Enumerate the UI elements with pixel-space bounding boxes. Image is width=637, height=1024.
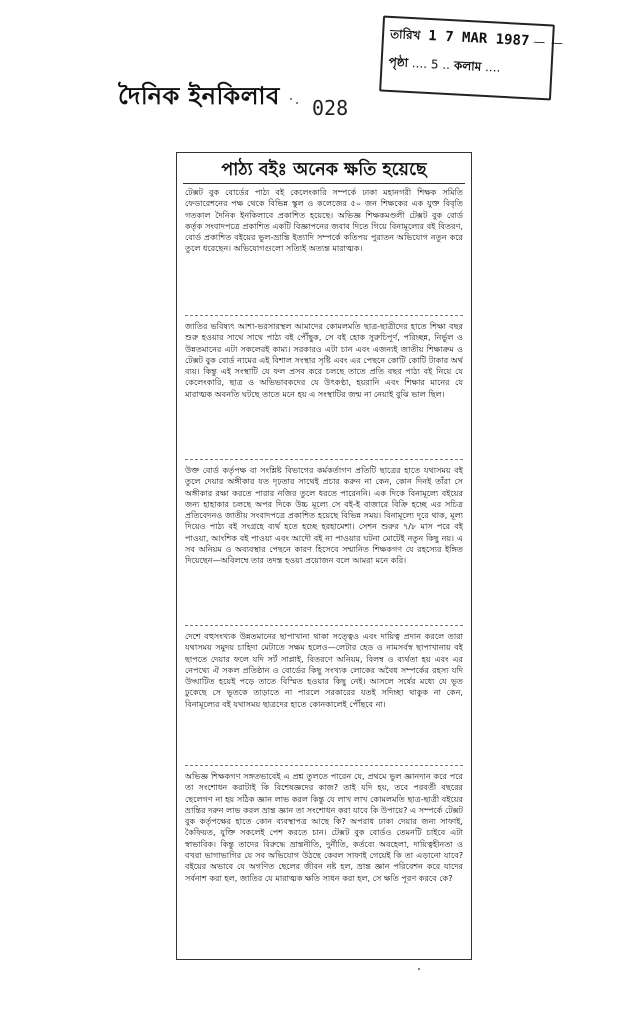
masthead: দৈনিক ইনকিলাব xyxy=(118,81,280,110)
headline-rule xyxy=(183,183,465,184)
stamp-page-row xyxy=(388,54,501,80)
page-number: 028 xyxy=(312,96,349,120)
article-paragraph: জাতির ভবিষ্যৎ আশা-ভরসারস্থল আমাদের কোমলমতি ছাত্র-ছাত্রীদের হাতে শিক্ষা বছর শুরু হওয়ার সাথে সাথে পাঠ্য বই পৌঁছুক, সে বই হোক সুরুচিপূর্ণ, পরিচ্ছন্ন, নির্ভুল ও উন্নতমানের এটা সকলেরই কাম্য। সরকারও এটা চান এবং এজন্যই জাতীয় শিক্ষাক্রম ও টেক্সট বুক বোর্ড নামের এই বিশাল সংস্থার সৃষ্টি এবং এর পেছনে কোটি কোটি টাকার অর্থ ব্যয়। কিন্তু এই সংস্থাটি যে ফল প্রসব করে চলছে তাতে প্রতি বছর পাঠ্য বই নিয়ে যে কেলেংকারি, ছাত্র ও অভিভাবকদের যে উৎকণ্ঠা, হয়রানি এবং শিক্ষার মানের যে মারাত্মক অবনতি ঘটছে তাতে মনে হয় এ সংস্থাটির জন্ম না নেয়াই বুঝি ভাল ছিল। xyxy=(185,321,463,399)
stamp-dash: — — xyxy=(532,34,565,51)
paragraph-separator xyxy=(185,765,463,766)
stamp-dots-2: .. xyxy=(442,57,451,73)
article-paragraph: দেশে বহুসংখ্যক উন্নতমানের ছাপাখানা থাকা সত্ত্বেও এবং দায়িত্ব প্রদান করলে তারা যথাসময় সমুদয় চাহিদা মেটাতে সক্ষম হলেও—লেটার হেড ও নামসর্বস্ব ছাপাখানায় বই ছাপতে দেয়ার ফলে যদি সর্ট সাপ্লাই, বিতরণে অনিয়ম, বিলম্ব ও ব্যর্থতা হয় এবং এর নেপথ্যে ঐ সকল প্রতিষ্ঠান ও বোর্ডের কিছু সংখ্যক লোকের অবৈধ সম্পর্কের রহস্য যদি উদ্ঘাটিত হয়েই পড়ে তাতে বিস্মিত হওয়ার কিছু নেই। আসলে সর্ষের মধ্যে যে ভূত ঢুকেছে সে ভূতকে তাড়াতে না পারলে সরকারের যতই সদিচ্ছা থাকুক না কেন, বিনামূল্যের বই যথাসময় ছাত্রদের হাতে কোনকালেই পৌঁছবে না। xyxy=(185,631,463,709)
scan-speck xyxy=(418,968,420,970)
scan-speck xyxy=(290,98,292,100)
article-headline: পাঠ্য বইঃ অনেক ক্ষতি হয়েছে xyxy=(221,160,427,180)
stamp-page-value: 5 xyxy=(430,57,440,72)
stamp-page-label: পৃষ্ঠা xyxy=(388,54,409,70)
stamp-dots: .... xyxy=(411,56,428,71)
paragraph-separator xyxy=(185,625,463,626)
article-paragraph: উক্ত বোর্ড কর্তৃপক্ষ বা সংশ্লিষ্ট বিভাগের কর্মকর্তাগণ প্রতিটি ছাত্রের হাতে যথাসময় বই তুলে দেয়ার অঙ্গীকার যত দৃঢ়তার সাথেই প্রচার করুন না কেন, কোন দিনই তাঁরা সে অঙ্গীকার রক্ষা করতে পারার নজির তুলে ধরতে পারেননি। এক দিকে বিনামূল্যে বইয়ের জন্য হাহাকার চলছে অপর দিকে উচ্চ মূল্যে সে বই-ই বাজারে বিক্রি হচ্ছে এর সচিত্র প্রতিবেদনও জাতীয় সংবাদপত্রে প্রকাশিত হয়েছে বিভিন্ন সময়। বিনামূল্যে দূরে থাক, মূল্য দিয়েও পাঠ্য বই সংগ্রহে ব্যর্থ হতে হচ্ছে হরহামেশা। সেশন শুরুর ৭/৮ মাস পরে বই পাওয়া, আংশিক বই পাওয়া এবং আদৌ বই না পাওয়ার ঘটনা মোটেই নতুন কিছু নয়। এ সব অনিয়ম ও অব্যবস্থার পেছনে কারণ হিসেবে সম্মানিত শিক্ষকগণ যে রহস্যের ইঙ্গিত দিয়েছেন—অবিলম্বে তার তদন্ত হওয়া প্রয়োজন বলে আমরা মনে করি। xyxy=(185,465,463,566)
scan-speck xyxy=(296,102,298,104)
stamp-date: 1 7 MAR 1987 xyxy=(427,27,530,50)
stamp-date-label: তারিখ xyxy=(389,26,421,43)
article-paragraph: টেক্সট বুক বোর্ডের পাঠ্য বই কেলেংকারি সম্পর্কে ঢাকা মহানগরী শিক্ষক সমিতি ফেডারেশনের পক্ষ থেকে বিভিন্ন স্কুল ও কলেজের ৫০ জন শিক্ষকের এক যুক্ত বিবৃতি গতকাল দৈনিক ইনকিলাবে প্রকাশিত হয়েছে। অভিজ্ঞ শিক্ষকমণ্ডলী টেক্সট বুক বোর্ড কর্তৃক সংবাদপত্রে প্রকাশিত একটি বিজ্ঞাপনের জবাব দিতে গিয়ে বিনামূল্যের বই বিতরণ, বোর্ড প্রকাশিত বইয়ের ভুল-ভ্রান্তি ইত্যাদি সম্পর্কে কতিপয় পুরাতন অভিযোগ নতুন করে তুলে ধরেছেন। অভিযোগগুলো সত্যিই অত্যন্ত মারাত্মক। xyxy=(185,187,463,254)
stamp-column-label: কলাম xyxy=(453,58,482,74)
stamp-date-row xyxy=(390,26,565,55)
article-paragraph: অভিজ্ঞ শিক্ষকগণ সঙ্গতভাবেই এ প্রশ্ন তুলতে পারেন যে, প্রথমে ভুল জ্ঞানদান করে পরে তা সংশোধন করাটাই কি বিশেষজ্ঞদের কাজ? তাই যদি হয়, তবে পরবর্তী বছরের ছেলেগণ না হয় সঠিক জ্ঞান লাভ করল কিন্তু যে লাখ লাখ কোমলমতি ছাত্র-ছাত্রী বইয়ের ভ্রান্তির দরুন লাভ করল ভ্রান্ত জ্ঞান তা সংশোধন করা যাবে কি উপায়ে? এ সম্পর্কে টেক্সট বুক কর্তৃপক্ষের হাতে কোন ব্যবস্থাপত্র আছে কি? অপরাধ ঢাকা দেয়ার জন্য সাফাই, কৈফিয়ত, যুক্তি সকলেই পেশ করতে চান। টেক্সট বুক বোর্ডও তেমনটি চাইবে এটা স্বাভাবিক। কিন্তু তাদের বিরুদ্ধে ভ্রান্তনীতি, দুর্নীতি, কর্তব্যে অবহেলা, দায়িত্বহীনতা ও বখরা ভাগাভাগির যে সব অভিযোগ উঠছে কেবল সাফাই গেয়েই কি তা এড়ানো যাবে? বইয়ের অভাবে যে অগণিত ছেলের জীবন নষ্ট হল, ভ্রান্ত জ্ঞান পরিবেশন করে যাদের সর্বনাশ করা হল, জাতির যে মারাত্মক ক্ষতি সাধন করা হল, সে ক্ষতি পূরণ করবে কে? xyxy=(185,771,463,883)
stamp-dots-3: .... xyxy=(484,59,501,75)
article-clipping xyxy=(176,152,472,960)
paragraph-separator xyxy=(185,315,463,316)
archive-stamp xyxy=(379,16,565,101)
paragraph-separator xyxy=(185,459,463,460)
